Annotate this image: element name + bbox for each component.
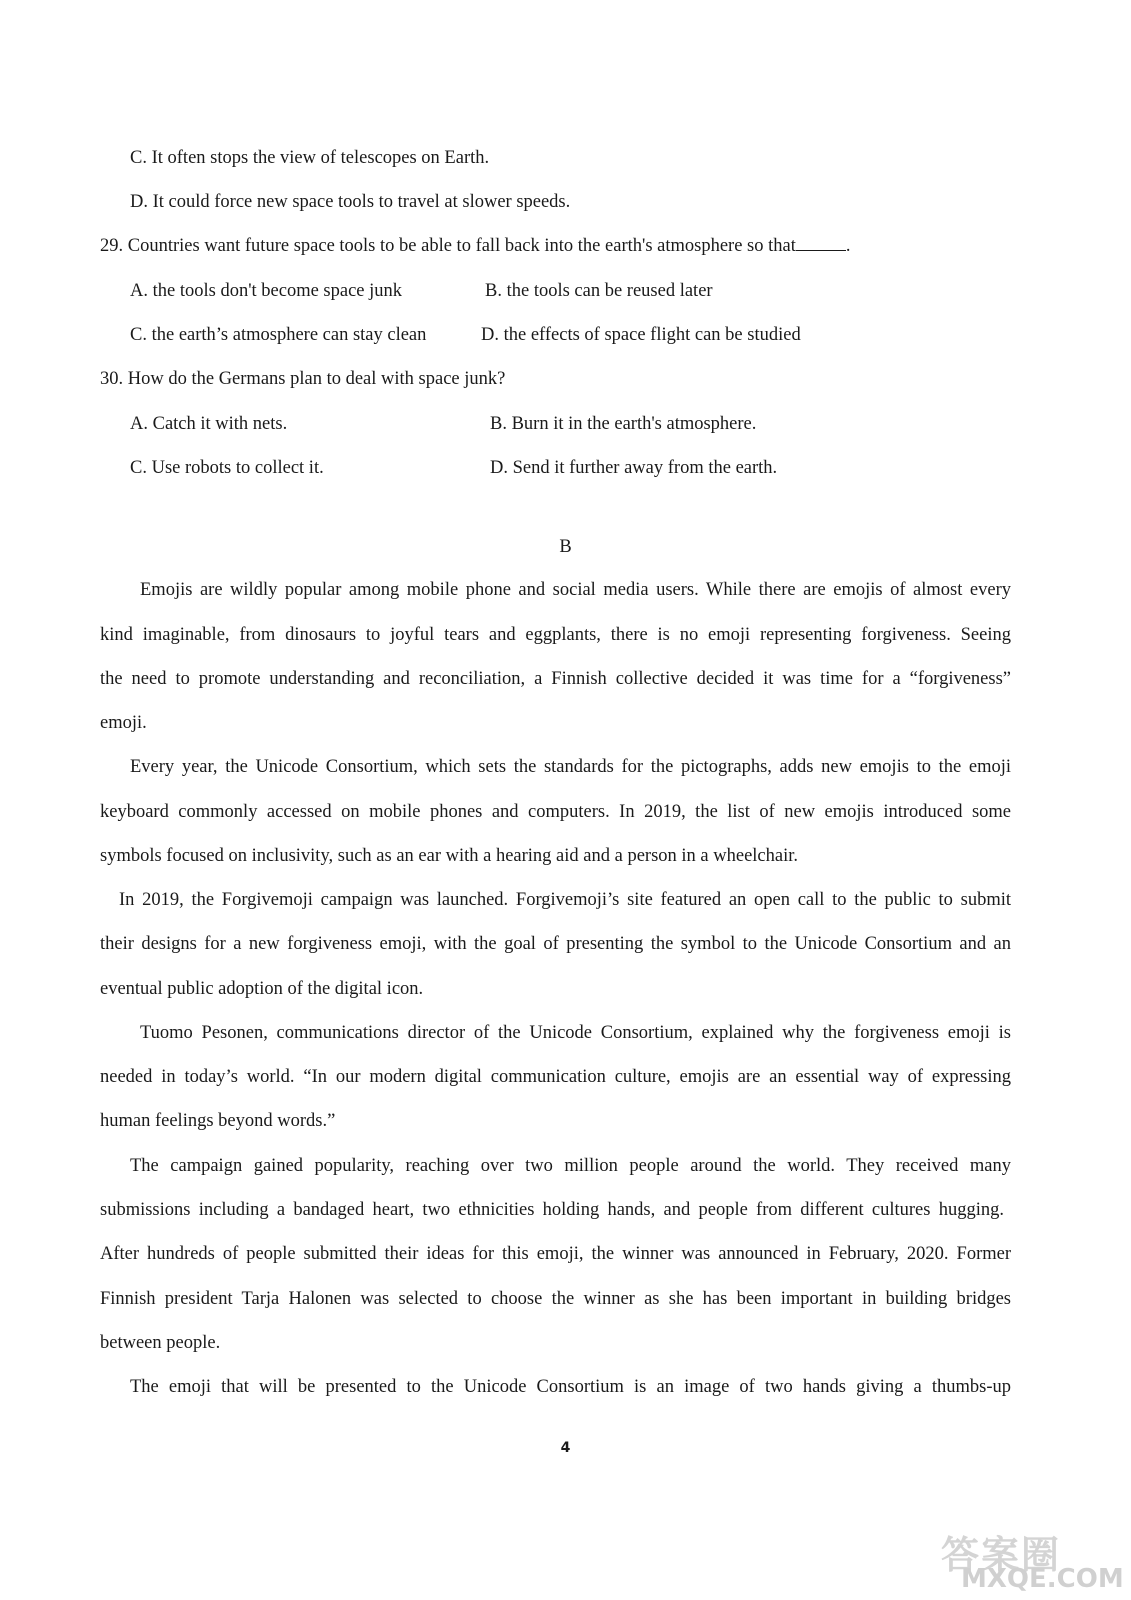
q29-option-c: C. the earth’s atmosphere can stay clean (130, 325, 427, 345)
passage-line: Tuomo Pesonen, communications director of the Unicode Consortium, explained why the forgiveness emoji is (140, 1023, 1011, 1043)
passage-line: The emoji that will be presented to the Unicode Consortium is an image of two hands giving a thumbs-up (130, 1377, 1011, 1397)
q30-stem: 30. How do the Germans plan to deal with space junk? (100, 369, 506, 389)
q30-option-d: D. Send it further away from the earth. (490, 458, 778, 478)
passage-line: needed in today’s world. “In our modern digital communication culture, emojis are an essential way of expressing (100, 1067, 1011, 1087)
passage-line: between people. (100, 1333, 221, 1353)
q30-option-c: C. Use robots to collect it. (130, 458, 324, 478)
passage-line: eventual public adoption of the digital icon. (100, 979, 424, 999)
passage-line: emoji. (100, 713, 147, 733)
q29-stem (100, 234, 851, 258)
passage-line: Every year, the Unicode Consortium, which sets the standards for the pictographs, adds new emojis to the emoji (130, 757, 1011, 777)
passage-line: human feelings beyond words.” (100, 1111, 336, 1131)
passage-line: their designs for a new forgiveness emoji, with the goal of presenting the symbol to the Unicode Consortium and an (100, 934, 1011, 954)
q29-option-a: A. the tools don't become space junk (130, 281, 403, 301)
q30-option-a: A. Catch it with nets. (130, 414, 288, 434)
q30-option-b: B. Burn it in the earth's atmosphere. (490, 414, 757, 434)
q29-stem-text: 29. Countries want future space tools to be able to fall back into the earth's atmosphere so that (100, 236, 796, 256)
passage-line: keyboard commonly accessed on mobile phones and computers. In 2019, the list of new emojis introduced some (100, 802, 1011, 822)
passage-heading: B (559, 537, 572, 557)
passage-line: submissions including a bandaged heart, two ethnicities holding hands, and people from different cultures hugging. (100, 1200, 1004, 1220)
q29-option-d: D. the effects of space flight can be studied (481, 325, 801, 345)
watermark-chars: 答案圈 (941, 1533, 1062, 1577)
passage-line: symbols focused on inclusivity, such as an ear with a hearing aid and a person in a wheelchair. (100, 846, 799, 866)
passage-line: the need to promote understanding and reconciliation, a Finnish collective decided it was time for a “forgiveness” (100, 669, 1011, 689)
q28-option-d: D. It could force new space tools to travel at slower speeds. (130, 192, 571, 212)
q29-option-b: B. the tools can be reused later (485, 281, 713, 301)
passage-line: After hundreds of people submitted their ideas for this emoji, the winner was announced in February, 2020. Former (100, 1244, 1011, 1264)
answer-blank (796, 234, 846, 251)
passage-line: In 2019, the Forgivemoji campaign was launched. Forgivemoji’s site featured an open call to the public to submit (119, 890, 1011, 910)
watermark-url: MXQE.COM (961, 1564, 1124, 1594)
passage-line: The campaign gained popularity, reaching over two million people around the world. They received many (130, 1156, 1011, 1176)
passage-line: kind imaginable, from dinosaurs to joyful tears and eggplants, there is no emoji representing forgiveness. Seeing (100, 625, 1011, 645)
passage-line: Emojis are wildly popular among mobile phone and social media users. While there are emojis of almost every (140, 580, 1011, 600)
q28-option-c: C. It often stops the view of telescopes on Earth. (130, 148, 490, 168)
q29-stem-end: . (845, 236, 851, 256)
watermark-logo (913, 1524, 1124, 1594)
page-number: 4 (560, 1440, 571, 1456)
passage-line: Finnish president Tarja Halonen was selected to choose the winner as she has been important in building bridges (100, 1289, 1011, 1309)
